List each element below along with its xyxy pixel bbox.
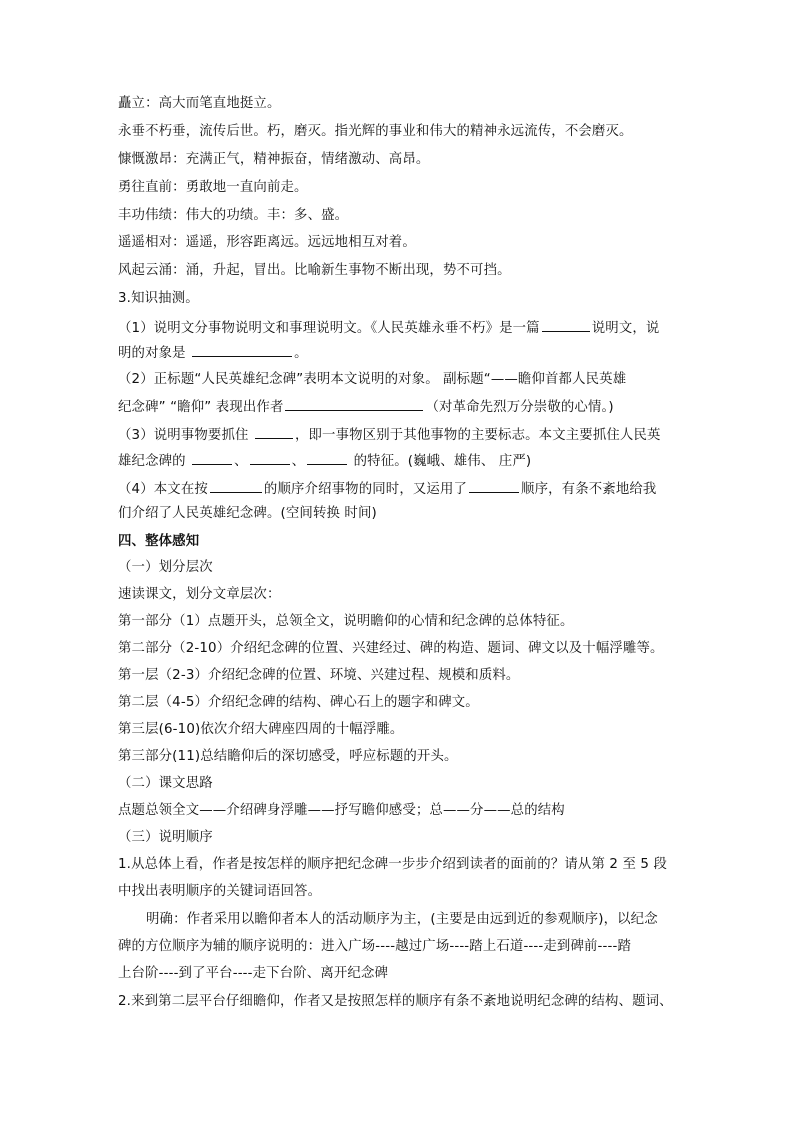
- layer-1-line: 第一层（2-3）介绍纪念碑的位置、环境、兴建过程、规模和质料。: [118, 668, 520, 683]
- vocab-line-kangkaijiang: 慷慨激昂：充满正气，精神振奋，情绪激动、高昂。: [118, 152, 430, 167]
- q3-blank-3[interactable]: [250, 452, 290, 465]
- q3-blank-2[interactable]: [192, 452, 232, 465]
- vocab-line-yongchuibuxiu: 永垂不朽垂，流传后世。朽，磨灭。指光辉的事业和伟大的精神永远流传，不会磨灭。: [118, 124, 633, 139]
- question-4-line-1: [118, 480, 656, 498]
- q3-blank-4[interactable]: [307, 452, 347, 465]
- q3-sep-1: 、: [234, 454, 248, 469]
- q4-blank-2[interactable]: [469, 480, 519, 493]
- q1-blank-1[interactable]: [542, 319, 590, 332]
- answer-line-2: 碑的方位顺序为辅的顺序说明的：进入广场----越过广场----踏上石道----走到碑前----踏: [118, 939, 632, 954]
- part-3-line: 第三部分(11)总结瞻仰后的深切感受，呼应标题的开头。: [118, 749, 458, 764]
- vocab-line-yongwangzhiqian: 勇往直前：勇敢地一直向前走。: [118, 180, 308, 195]
- section-knowledge-test: 3.知识抽测。: [118, 291, 199, 306]
- vocab-line-fenggongweiji: 丰功伟绩：伟大的功绩。丰：多、盛。: [118, 208, 349, 223]
- vocab-line-chuli: 矗立：高大而笔直地挺立。: [118, 96, 281, 111]
- subsection-1-heading: （一）划分层次: [118, 560, 213, 575]
- question-4-line-2: 们介绍了人民英雄纪念碑。(空间转换 时间): [118, 506, 377, 521]
- instruction-line: 速读课文，划分文章层次：: [118, 587, 281, 602]
- q1-text-a: （1）说明文分事物说明文和事理说明文。《人民英雄永垂不朽》是一篇: [118, 321, 540, 336]
- subsection-2-heading: （二）课文思路: [118, 776, 213, 791]
- subsection-3-heading: （三）说明顺序: [118, 830, 213, 845]
- vocab-line-fengqiyunyong: 风起云涌：涌，升起，冒出。比喻新生事物不断出现，势不可挡。: [118, 263, 511, 278]
- question-1-line-2: [118, 344, 308, 362]
- answer-line-3: 上台阶----到了平台----走下台阶、离开纪念碑: [118, 966, 389, 981]
- vocab-line-yaoyaoxiangdui: 遥遥相对：遥遥，形容距离远。远远地相互对着。: [118, 235, 416, 250]
- q2-text-b: （对革命先烈万分崇敬的心情。): [425, 400, 614, 415]
- structure-line: 点题总领全文——介绍碑身浮雕——抒写瞻仰感受；总——分——总的结构: [118, 803, 565, 818]
- q1-text-c: 明的对象是: [118, 346, 191, 361]
- q4-text-a: （4）本文在按: [118, 482, 208, 497]
- question-3-line-2: [118, 452, 531, 470]
- question-order-2-line-1: 2.来到第二层平台仔细瞻仰，作者又是按照怎样的顺序有条不紊地说明纪念碑的结构、题词、: [118, 994, 673, 1009]
- q1-text-b: 说明文，说: [591, 321, 660, 336]
- question-1-line-1: [118, 319, 659, 337]
- q3-blank-1[interactable]: [255, 426, 293, 439]
- q4-blank-1[interactable]: [210, 480, 262, 493]
- q1-blank-2[interactable]: [192, 344, 292, 357]
- q3-sep-2: 、: [291, 454, 306, 469]
- q3-text-c: 雄纪念碑的: [118, 454, 191, 469]
- question-2-line-2: [118, 398, 614, 416]
- question-3-line-1: [118, 426, 661, 444]
- section-4-heading: 四、整体感知: [118, 534, 200, 549]
- q1-text-d: 。: [294, 346, 308, 361]
- q3-text-b: ，即一事物区别于其他事物的主要标志。本文主要抓住人民英: [294, 428, 661, 443]
- layer-3-line: 第三层(6-10)依次介绍大碑座四周的十幅浮雕。: [118, 722, 404, 737]
- part-1-line: 第一部分（1）点题开头，总领全文，说明瞻仰的心情和纪念碑的总体特征。: [118, 614, 574, 629]
- question-order-1-line-2: 中找出表明顺序的关键词语回答。: [118, 884, 322, 899]
- q3-text-d: 的特征。(巍峨、雄伟、 庄严): [349, 454, 532, 469]
- q2-text-a: 纪念碑” “瞻仰” 表现出作者: [118, 400, 284, 415]
- part-2-line: 第二部分（2-10）介绍纪念碑的位置、兴建经过、碑的构造、题词、碑文以及十幅浮雕等。: [118, 641, 664, 656]
- layer-2-line: 第二层（4-5）介绍纪念碑的结构、碑心石上的题字和碑文。: [118, 695, 479, 710]
- answer-line-1: 明确：作者采用以瞻仰者本人的活动顺序为主，(主要是由远到近的参观顺序)，以纪念: [146, 912, 658, 927]
- q4-text-c: 顺序，有条不紊地给我: [521, 482, 657, 497]
- q4-text-b: 的顺序介绍事物的同时，又运用了: [263, 482, 468, 497]
- q3-text-a: （3）说明事物要抓住: [118, 428, 253, 443]
- q2-blank[interactable]: [285, 398, 423, 411]
- question-order-1-line-1: 1.从总体上看，作者是按怎样的顺序把纪念碑一步步介绍到读者的面前的？请从第 2 至 5 段: [118, 857, 668, 872]
- question-2-line-1: （2）正标题“人民英雄纪念碑”表明本文说明的对象。 副标题“——瞻仰首都人民英雄: [118, 372, 627, 387]
